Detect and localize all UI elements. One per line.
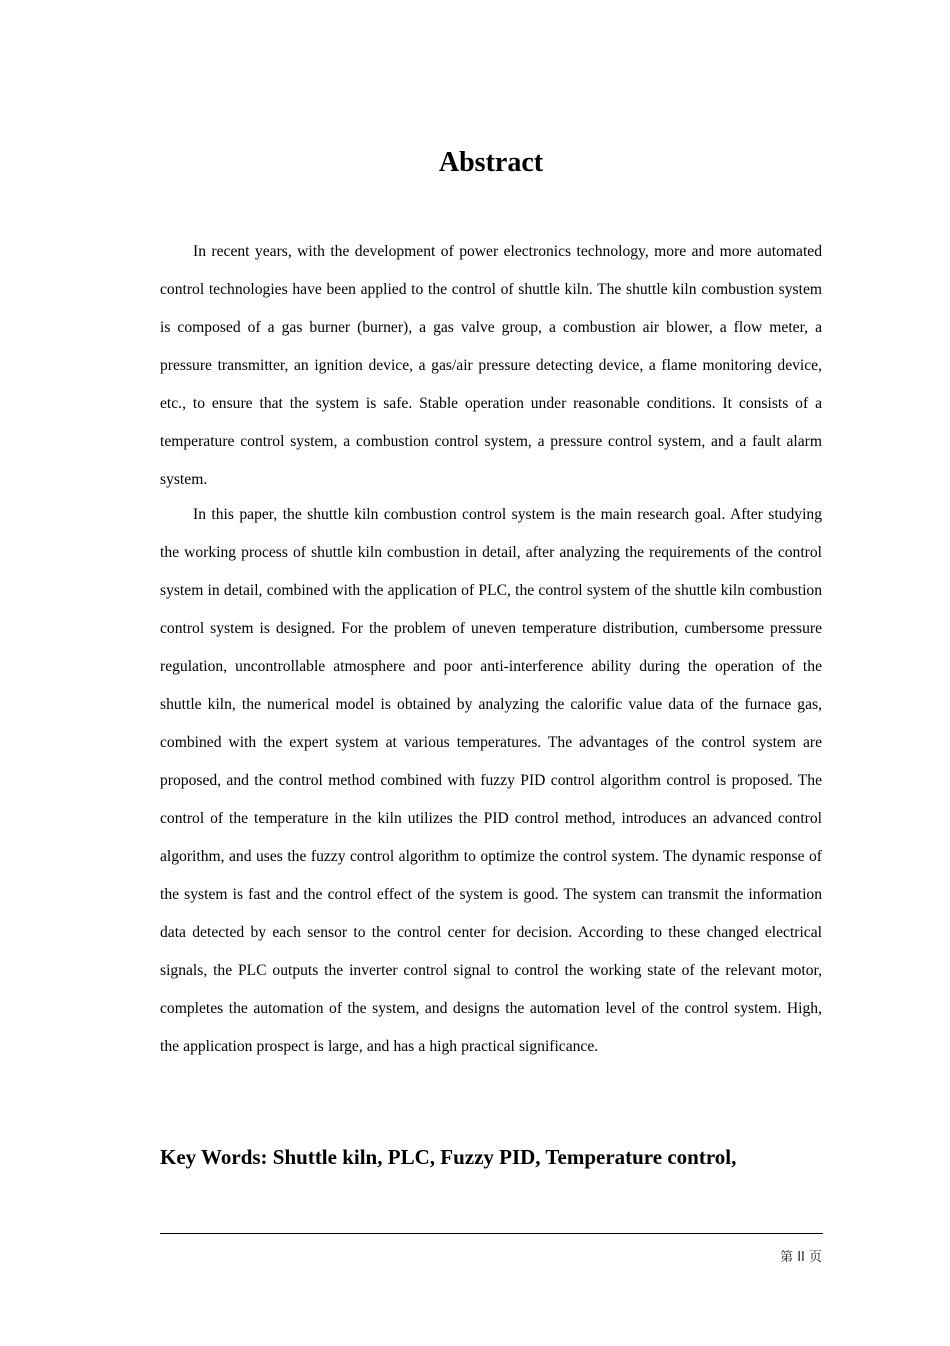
abstract-body — [160, 233, 822, 1066]
abstract-paragraph-2: In this paper, the shuttle kiln combustion control system is the main research goal. After studying the working process of shuttle kiln combustion in detail, after analyzing the requirements of the control system in detail, combined with the application of PLC, the control system of the shuttle kiln combustion control system is designed. For the problem of uneven temperature distribution, cumbersome pressure regulation, uncontrollable atmosphere and poor anti-interference ability during the operation of the shuttle kiln, the numerical model is obtained by analyzing the calorific value data of the furnace gas, combined with the expert system at various temperatures. The advantages of the control system are proposed, and the control method combined with fuzzy PID control algorithm control is proposed. The control of the temperature in the kiln utilizes the PID control method, introduces an advanced control algorithm, and uses the fuzzy control algorithm to optimize the control system. The dynamic response of the system is fast and the control effect of the system is good. The system can transmit the information data detected by each sensor to the control center for decision. According to these changed electrical signals, the PLC outputs the inverter control signal to control the working state of the relevant motor, completes the automation of the system, and designs the automation level of the control system. High, the application prospect is large, and has a high practical significance. — [160, 506, 822, 1055]
abstract-paragraph-1: In recent years, with the development of power electronics technology, more and more automated control technologies have been applied to the control of shuttle kiln. The shuttle kiln combustion system is composed of a gas burner (burner), a gas valve group, a combustion air blower, a flow meter, a pressure transmitter, an ignition device, a gas/air pressure detecting device, a flame monitoring device, etc., to ensure that the system is safe. Stable operation under reasonable conditions. It consists of a temperature control system, a combustion control system, a pressure control system, and a fault alarm system. — [160, 243, 822, 488]
abstract-title: Abstract — [438, 147, 544, 178]
page-number: 第 II 页 — [780, 1250, 822, 1265]
key-words: Key Words: Shuttle kiln, PLC, Fuzzy PID, Temperature control, — [160, 1145, 737, 1169]
footer-divider — [160, 1233, 823, 1234]
